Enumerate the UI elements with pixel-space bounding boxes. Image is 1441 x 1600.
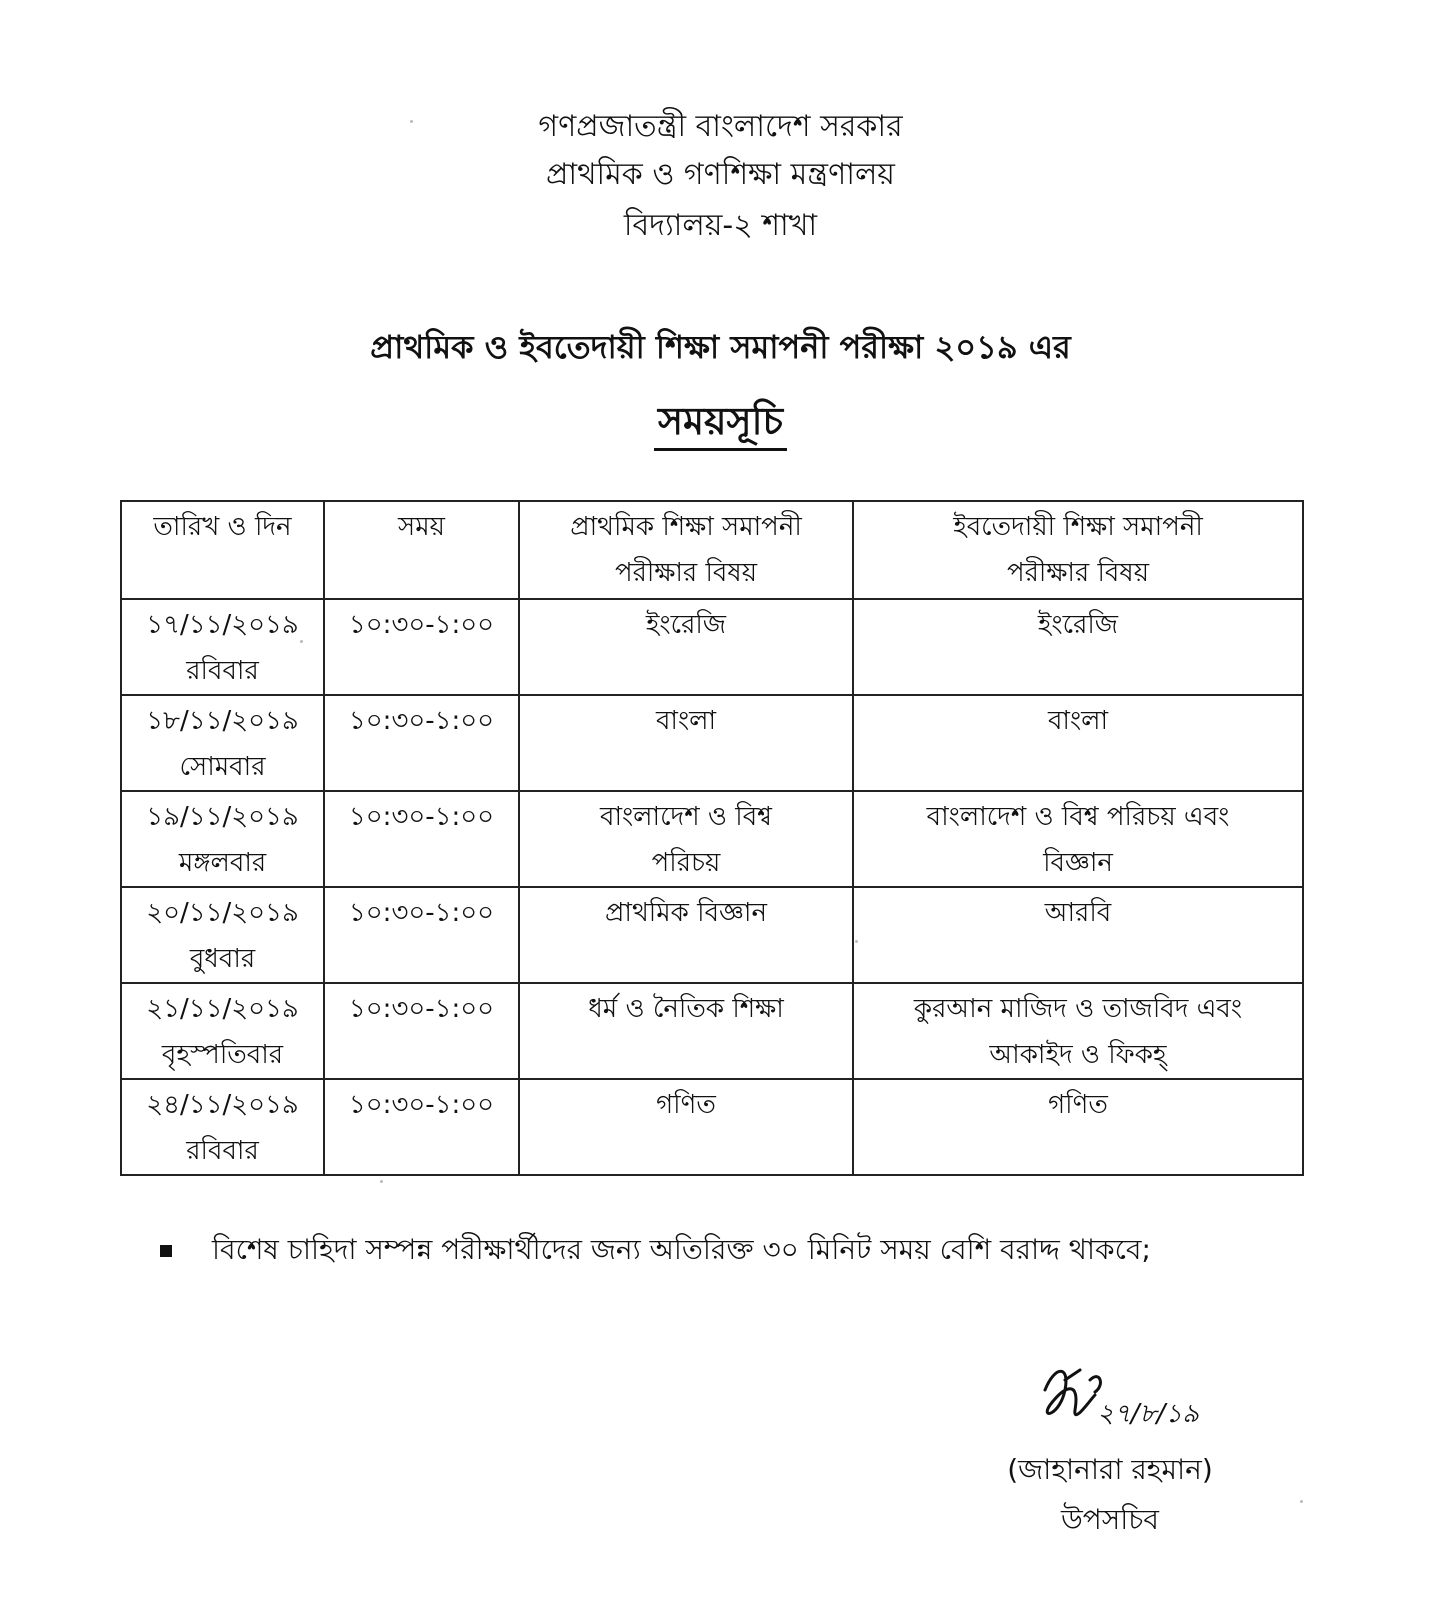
table-row [121, 695, 1303, 791]
header-time-label: সময় [398, 512, 445, 542]
schedule-title: সময়সূচি [654, 396, 787, 451]
header-time [324, 501, 519, 599]
header-ebtedayee-line: ইবতেদায়ী শিক্ষা সমাপনী [953, 512, 1203, 542]
scan-speck [300, 640, 303, 643]
header-branch: বিদ্যালয়-২ শাখা [623, 208, 818, 243]
date-value: ২০/১১/২০১৯ [146, 898, 299, 928]
date-value: ২১/১১/২০১৯ [146, 994, 299, 1024]
exam-title: প্রাথমিক ও ইবতেদায়ী শিক্ষা সমাপনী পরীক্ষা ২০১৯ এর [370, 328, 1071, 366]
time-cell [324, 887, 519, 983]
time-cell [324, 1079, 519, 1175]
time-value: ১০:৩০-১:০০ [348, 1090, 495, 1120]
scan-speck [855, 940, 858, 943]
handwritten-signature [1035, 1360, 1235, 1440]
primary-subject: গণিত [656, 1090, 716, 1120]
ebtedayee-subject-cell [853, 695, 1303, 791]
ebtedayee-subject-cell [853, 983, 1303, 1079]
scan-speck [380, 1180, 383, 1183]
header-ebtedayee-line: পরীক্ষার বিষয় [1006, 558, 1150, 588]
scan-speck [1300, 1500, 1303, 1503]
primary-subject-cell [519, 887, 853, 983]
header-primary [519, 501, 853, 599]
ebtedayee-subject: আরবি [1044, 898, 1112, 928]
primary-subject-cell [519, 1079, 853, 1175]
day-value: সোমবার [179, 752, 266, 782]
header-government: গণপ্রজাতন্ত্রী বাংলাদেশ সরকার [538, 109, 903, 144]
day-value: বৃহস্পতিবার [161, 1040, 284, 1070]
primary-subject-cell [519, 983, 853, 1079]
primary-subject: বাংলাদেশ ও বিশ্ব [599, 802, 773, 832]
table-row [121, 887, 1303, 983]
ebtedayee-subject: গণিত [1048, 1090, 1108, 1120]
date-cell [121, 695, 324, 791]
time-cell [324, 791, 519, 887]
primary-subject: পরিচয় [651, 848, 721, 878]
time-value: ১০:৩০-১:০০ [348, 898, 495, 928]
ebtedayee-subject: ইংরেজি [1037, 610, 1119, 640]
date-cell [121, 791, 324, 887]
time-cell [324, 599, 519, 695]
time-value: ১০:৩০-১:০০ [348, 994, 495, 1024]
table-row [121, 983, 1303, 1079]
header-primary-line: প্রাথমিক শিক্ষা সমাপনী [570, 512, 802, 542]
date-cell [121, 983, 324, 1079]
table-row [121, 599, 1303, 695]
ebtedayee-subject-cell [853, 1079, 1303, 1175]
day-value: রবিবার [186, 1136, 259, 1166]
table-row [121, 1079, 1303, 1175]
header-date [121, 501, 324, 599]
primary-subject: ইংরেজি [645, 610, 727, 640]
date-cell [121, 599, 324, 695]
time-cell [324, 695, 519, 791]
day-value: বুধবার [189, 944, 256, 974]
signature-date: ২৭/৮/১৯ [1097, 1399, 1199, 1429]
schedule-title-wrap [0, 396, 1441, 451]
time-value: ১০:৩০-১:০০ [348, 706, 495, 736]
header-ebtedayee [853, 501, 1303, 599]
primary-subject: প্রাথমিক বিজ্ঞান [605, 898, 767, 928]
table-header-row [121, 501, 1303, 599]
note-text: বিশেষ চাহিদা সম্পন্ন পরীক্ষার্থীদের জন্য অতিরিক্ত ৩০ মিনিট সময় বেশি বরাদ্দ থাকবে; [212, 1233, 1151, 1266]
header-ministry: প্রাথমিক ও গণশিক্ষা মন্ত্রণালয় [546, 157, 895, 192]
ebtedayee-subject: আকাইদ ও ফিকহ্ [989, 1040, 1167, 1070]
special-needs-note [160, 1230, 1320, 1270]
ebtedayee-subject: বাংলা [1047, 706, 1109, 736]
scan-speck [410, 120, 413, 123]
bullet-square-icon [160, 1245, 172, 1257]
ebtedayee-subject-cell [853, 887, 1303, 983]
date-cell [121, 887, 324, 983]
date-value: ১৮/১১/২০১৯ [146, 706, 299, 736]
ebtedayee-subject-cell [853, 599, 1303, 695]
ebtedayee-subject: কুরআন মাজিদ ও তাজবিদ এবং [913, 994, 1243, 1024]
primary-subject-cell [519, 791, 853, 887]
ebtedayee-subject: বাংলাদেশ ও বিশ্ব পরিচয় এবং [926, 802, 1230, 832]
primary-subject-cell [519, 599, 853, 695]
ebtedayee-subject-cell [853, 791, 1303, 887]
primary-subject: ধর্ম ও নৈতিক শিক্ষা [588, 994, 784, 1024]
date-value: ১৭/১১/২০১৯ [146, 610, 299, 640]
time-value: ১০:৩০-১:০০ [348, 802, 495, 832]
day-value: মঙ্গলবার [178, 848, 267, 878]
date-cell [121, 1079, 324, 1175]
date-value: ২৪/১১/২০১৯ [146, 1090, 299, 1120]
time-cell [324, 983, 519, 1079]
table-row [121, 791, 1303, 887]
primary-subject: বাংলা [655, 706, 717, 736]
date-value: ১৯/১১/২০১৯ [146, 802, 299, 832]
ebtedayee-subject: বিজ্ঞান [1043, 848, 1113, 878]
time-value: ১০:৩০-১:০০ [348, 610, 495, 640]
header-date-label: তারিখ ও দিন [153, 512, 292, 542]
signer-designation: উপসচিব [1060, 1503, 1160, 1536]
schedule-table [120, 500, 1304, 1176]
signer-name: (জাহানারা রহমান) [1007, 1453, 1213, 1486]
header-primary-line: পরীক্ষার বিষয় [614, 558, 758, 588]
day-value: রবিবার [186, 656, 259, 686]
primary-subject-cell [519, 695, 853, 791]
